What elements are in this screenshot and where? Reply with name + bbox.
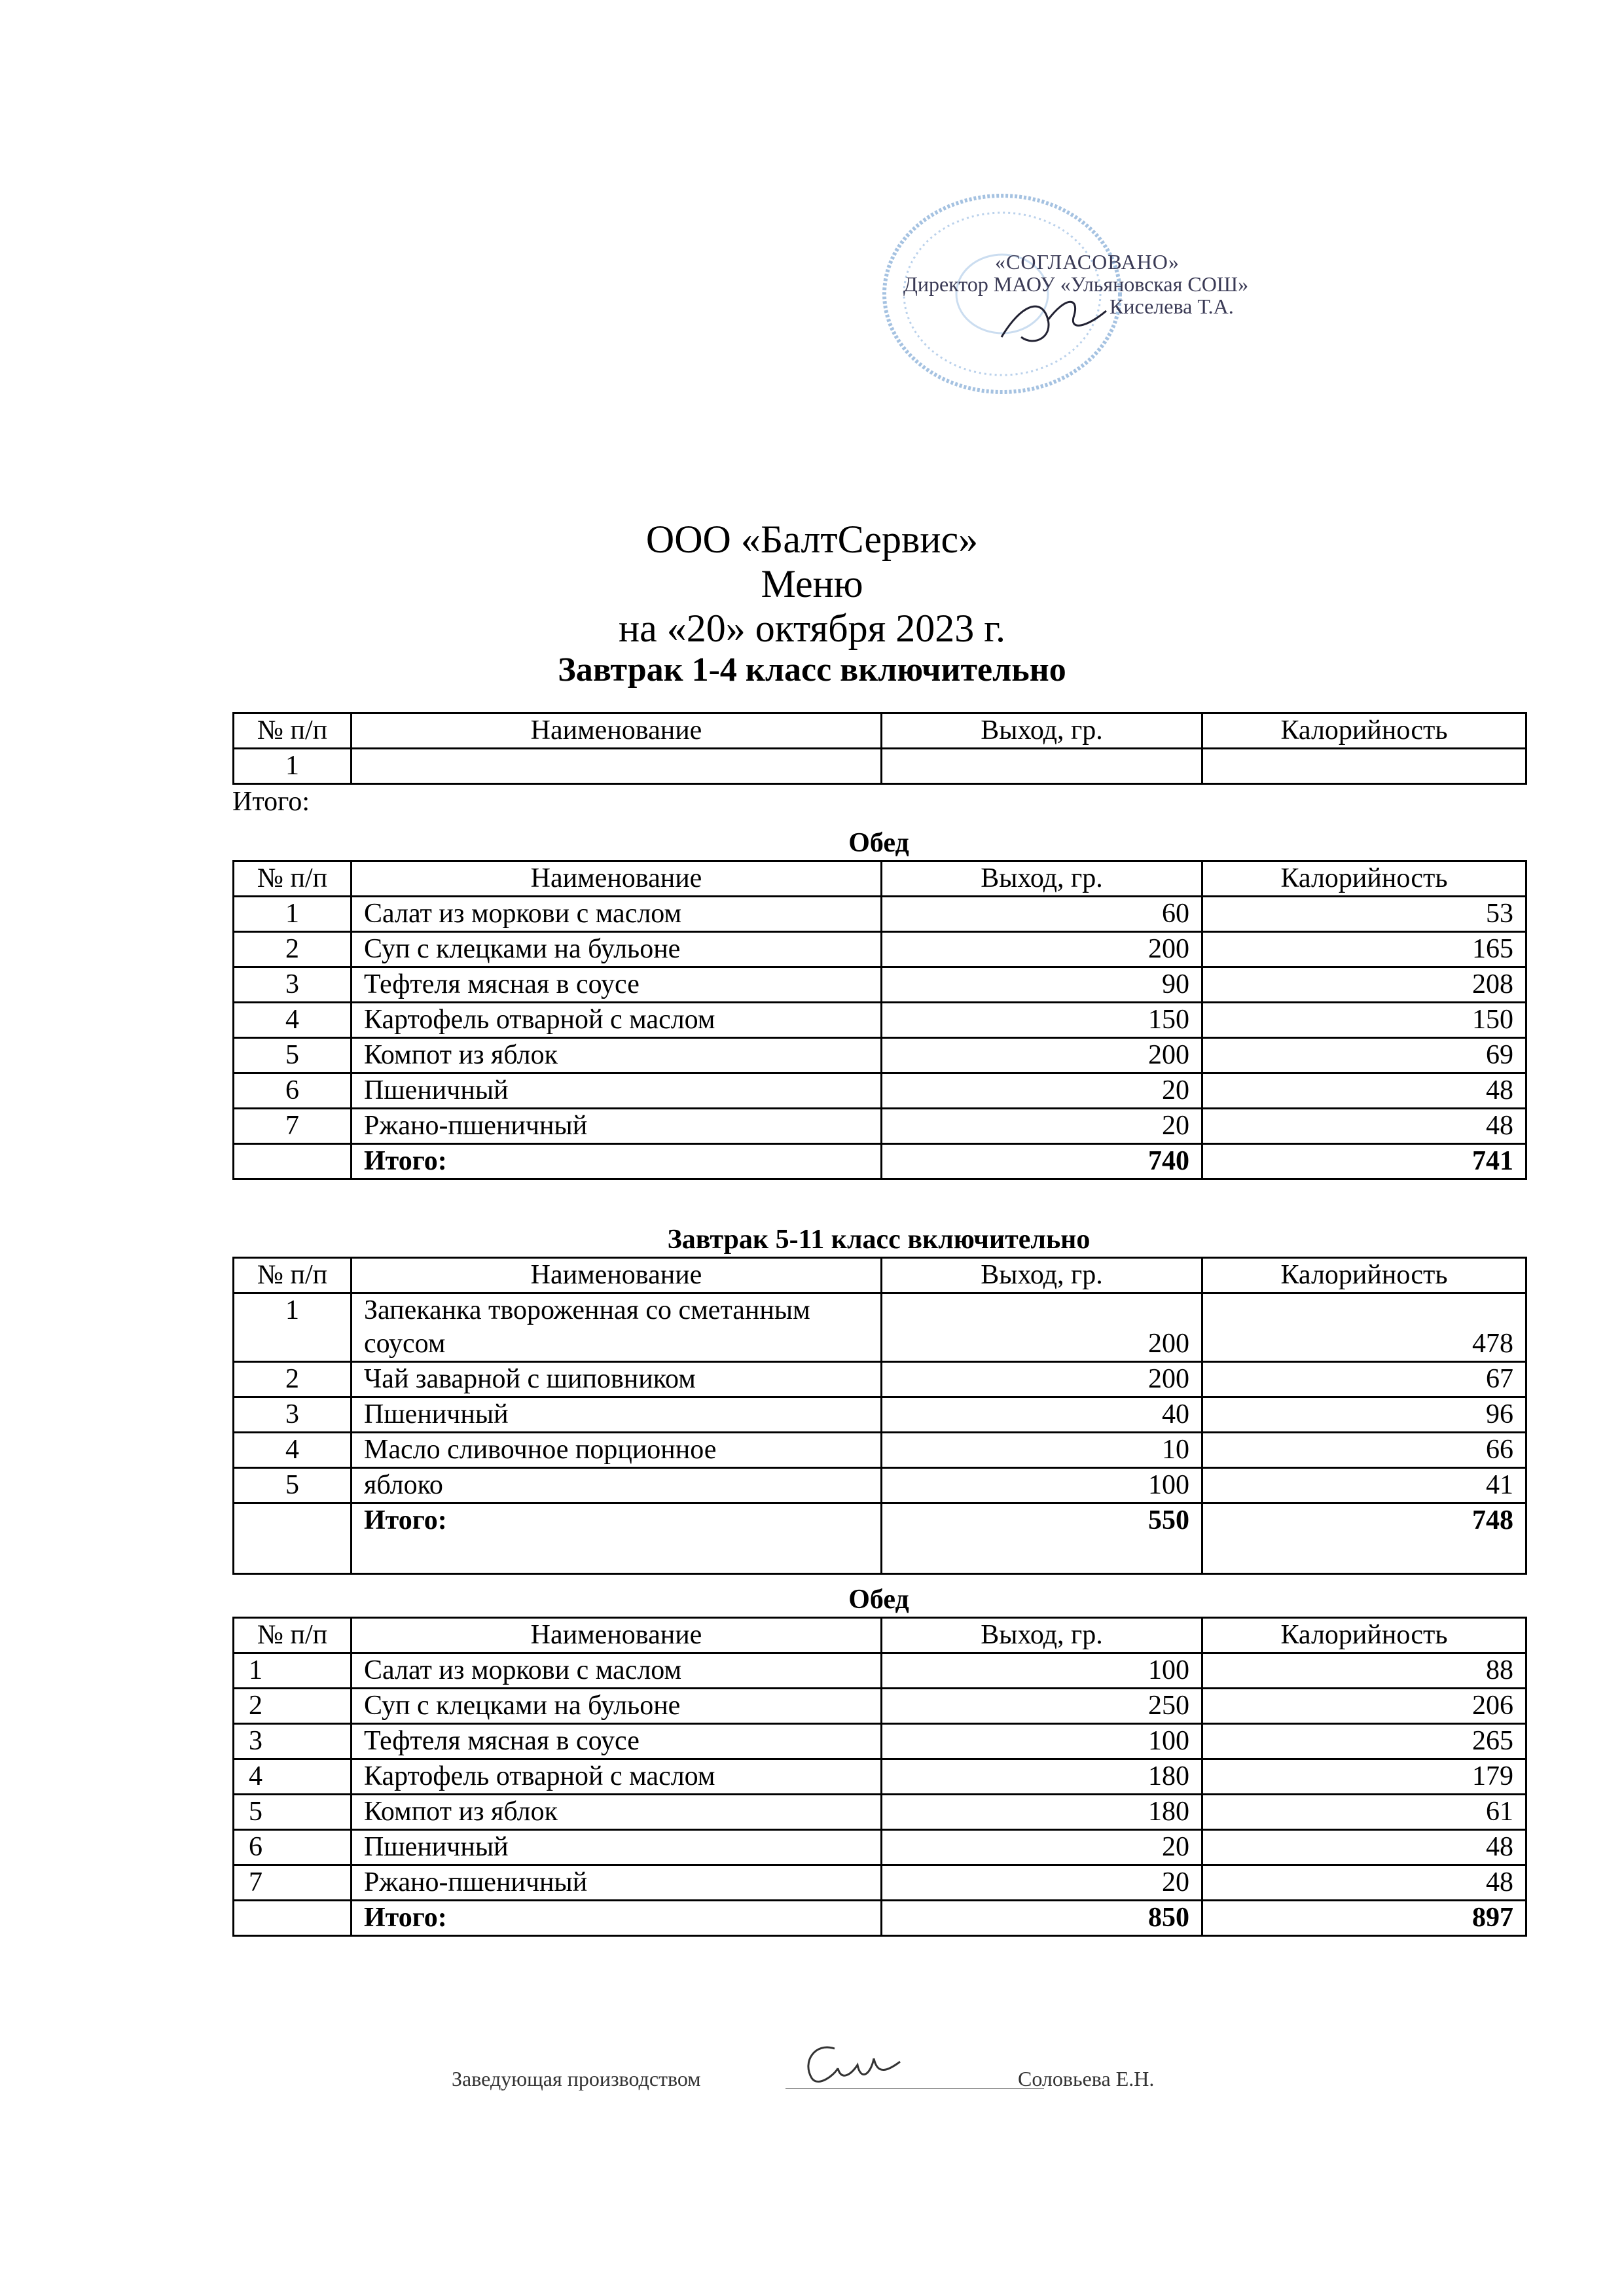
breakfast-1-4-block (232, 712, 1525, 819)
cell-calories: 61 (1202, 1795, 1526, 1830)
cell-number: 7 (234, 1109, 352, 1144)
cell-weight: 150 (882, 1003, 1202, 1038)
table-header-row (234, 1618, 1526, 1653)
cell-calories: 478 (1202, 1293, 1526, 1362)
col-header-name: Наименование (352, 861, 882, 897)
cell-weight: 10 (882, 1433, 1202, 1468)
cell-number: 2 (234, 932, 352, 967)
cell-calories: 88 (1202, 1653, 1526, 1689)
cell-weight: 200 (882, 1038, 1202, 1073)
cell-weight: 20 (882, 1073, 1202, 1109)
col-header-weight: Выход, гр. (882, 1258, 1202, 1293)
section-title-breakfast-5-11: Завтрак 5-11 класс включительно (667, 1225, 1091, 1255)
cell-number: 1 (234, 897, 352, 932)
col-header-weight: Выход, гр. (882, 1618, 1202, 1653)
table-row (234, 1293, 1526, 1362)
cell-name: Пшеничный (352, 1397, 882, 1433)
cell-weight: 100 (882, 1724, 1202, 1759)
table-row (234, 1433, 1526, 1468)
cell-number: 6 (234, 1073, 352, 1109)
cell-number: 7 (234, 1865, 352, 1901)
breakfast-5-11-table (232, 1257, 1527, 1575)
col-header-number: № п/п (234, 1618, 352, 1653)
menu-date: на «20» октября 2023 г. (618, 607, 1006, 650)
table-row (234, 1038, 1526, 1073)
cell-calories: 165 (1202, 932, 1526, 967)
cell-number: 4 (234, 1433, 352, 1468)
table-row (234, 1830, 1526, 1865)
cell-name: яблоко (352, 1468, 882, 1503)
cell-weight: 90 (882, 967, 1202, 1003)
cell-name: Масло сливочное порционное (352, 1433, 882, 1468)
cell-name: Картофель отварной с маслом (352, 1759, 882, 1795)
total-label: Итого: (352, 1503, 882, 1574)
total-label: Итого: (352, 1144, 882, 1179)
signature-icon (995, 291, 1113, 350)
cell-calories: 206 (1202, 1689, 1526, 1724)
cell-weight: 20 (882, 1865, 1202, 1901)
approval-title: «СОГЛАСОВАНО» (995, 250, 1180, 274)
cell-calories: 66 (1202, 1433, 1526, 1468)
table-row (234, 897, 1526, 932)
cell-name: Тефтеля мясная в соусе (352, 967, 882, 1003)
cell-weight: 180 (882, 1759, 1202, 1795)
total-label: Итого: (352, 1901, 882, 1936)
cell-name: Суп с клецками на бульоне (352, 1689, 882, 1724)
cell-name: Картофель отварной с маслом (352, 1003, 882, 1038)
lunch-5-11-table (232, 1617, 1527, 1937)
breakfast-1-4-table (232, 712, 1527, 785)
cell-name: Пшеничный (352, 1073, 882, 1109)
table-row (234, 749, 1526, 784)
approval-position: Директор МАОУ «Ульяновская СОШ» (903, 272, 1249, 296)
cell-weight: 200 (882, 1362, 1202, 1397)
cell-name (352, 749, 882, 784)
col-header-calories: Калорийность (1202, 1618, 1526, 1653)
cell-number: 5 (234, 1795, 352, 1830)
col-header-name: Наименование (352, 1258, 882, 1293)
section-title-lunch-1-4: Обед (848, 828, 909, 858)
cell-number: 2 (234, 1362, 352, 1397)
cell-number: 2 (234, 1689, 352, 1724)
cell-name: Салат из моркови с маслом (352, 1653, 882, 1689)
table-row (234, 1109, 1526, 1144)
signer-name: Соловьева Е.Н. (1018, 2067, 1155, 2090)
cell-number: 3 (234, 1397, 352, 1433)
table-row (234, 1689, 1526, 1724)
table-row (234, 967, 1526, 1003)
cell-weight: 40 (882, 1397, 1202, 1433)
lunch-1-4-block (232, 826, 1525, 1180)
cell-weight: 250 (882, 1689, 1202, 1724)
cell-weight: 20 (882, 1830, 1202, 1865)
total-weight: 740 (882, 1144, 1202, 1179)
signature-icon (795, 2036, 907, 2094)
cell-name: Ржано-пшеничный (352, 1865, 882, 1901)
company-name: ООО «БалтСервис» (645, 518, 979, 561)
col-header-calories: Калорийность (1202, 861, 1526, 897)
cell-calories: 179 (1202, 1759, 1526, 1795)
cell-name: Компот из яблок (352, 1795, 882, 1830)
cell-calories: 48 (1202, 1109, 1526, 1144)
cell-calories: 265 (1202, 1724, 1526, 1759)
breakfast-1-4-total: Итого: (232, 787, 310, 817)
table-total-row (234, 1503, 1526, 1574)
col-header-number: № п/п (234, 1258, 352, 1293)
cell-number: 5 (234, 1038, 352, 1073)
footer-signature (452, 2036, 1237, 2121)
cell-number: 1 (234, 1653, 352, 1689)
col-header-name: Наименование (352, 1618, 882, 1653)
cell-name: Тефтеля мясная в соусе (352, 1724, 882, 1759)
col-header-calories: Калорийность (1202, 713, 1526, 749)
table-header-row (234, 861, 1526, 897)
cell-weight: 100 (882, 1468, 1202, 1503)
table-row (234, 1003, 1526, 1038)
approval-name: Киселева Т.А. (1110, 295, 1234, 318)
table-row (234, 1468, 1526, 1503)
table-header-row (234, 1258, 1526, 1293)
table-header-row (234, 713, 1526, 749)
table-row (234, 1759, 1526, 1795)
cell-name: Салат из моркови с маслом (352, 897, 882, 932)
col-header-weight: Выход, гр. (882, 861, 1202, 897)
document-header (0, 517, 1624, 690)
cell-calories: 41 (1202, 1468, 1526, 1503)
breakfast-5-11-block (232, 1223, 1525, 1575)
table-row (234, 1795, 1526, 1830)
table-row (234, 1073, 1526, 1109)
table-row (234, 1865, 1526, 1901)
col-header-number: № п/п (234, 861, 352, 897)
table-row (234, 1397, 1526, 1433)
cell-number: 4 (234, 1003, 352, 1038)
cell-weight: 60 (882, 897, 1202, 932)
total-calories: 897 (1202, 1901, 1526, 1936)
cell-calories: 53 (1202, 897, 1526, 932)
total-calories: 741 (1202, 1144, 1526, 1179)
total-weight: 550 (882, 1503, 1202, 1574)
cell-weight: 200 (882, 1293, 1202, 1362)
table-row (234, 1724, 1526, 1759)
cell-name: Запеканка твороженная со сметанным соусом (352, 1293, 882, 1362)
table-row (234, 1653, 1526, 1689)
col-header-number: № п/п (234, 713, 352, 749)
approval-stamp (864, 180, 1401, 403)
cell-number: 1 (234, 749, 352, 784)
cell-number: 3 (234, 967, 352, 1003)
document-title: Меню (761, 562, 863, 605)
cell-weight: 180 (882, 1795, 1202, 1830)
table-total-row (234, 1901, 1526, 1936)
cell-number: 4 (234, 1759, 352, 1795)
cell-calories: 48 (1202, 1073, 1526, 1109)
table-total-row (234, 1144, 1526, 1179)
total-calories: 748 (1202, 1503, 1526, 1574)
cell-number: 5 (234, 1468, 352, 1503)
table-row (234, 1362, 1526, 1397)
cell-weight: 100 (882, 1653, 1202, 1689)
cell-calories: 69 (1202, 1038, 1526, 1073)
cell-number: 1 (234, 1293, 352, 1362)
lunch-1-4-table (232, 860, 1527, 1180)
cell-calories (1202, 749, 1526, 784)
cell-calories: 48 (1202, 1830, 1526, 1865)
cell-name: Компот из яблок (352, 1038, 882, 1073)
cell-calories: 48 (1202, 1865, 1526, 1901)
lunch-5-11-block (232, 1583, 1525, 1937)
total-weight: 850 (882, 1901, 1202, 1936)
cell-name: Чай заварной с шиповником (352, 1362, 882, 1397)
cell-number: 6 (234, 1830, 352, 1865)
cell-number: 3 (234, 1724, 352, 1759)
cell-weight: 20 (882, 1109, 1202, 1144)
col-header-weight: Выход, гр. (882, 713, 1202, 749)
cell-calories: 96 (1202, 1397, 1526, 1433)
section-title-lunch-5-11: Обед (848, 1585, 909, 1615)
cell-calories: 208 (1202, 967, 1526, 1003)
cell-name: Суп с клецками на бульоне (352, 932, 882, 967)
col-header-name: Наименование (352, 713, 882, 749)
cell-calories: 150 (1202, 1003, 1526, 1038)
table-row (234, 932, 1526, 967)
cell-calories: 67 (1202, 1362, 1526, 1397)
cell-name: Пшеничный (352, 1830, 882, 1865)
col-header-calories: Калорийность (1202, 1258, 1526, 1293)
section-title-breakfast-1-4: Завтрак 1-4 класс включительно (558, 651, 1066, 689)
cell-weight (882, 749, 1202, 784)
signer-role: Заведующая производством (452, 2067, 701, 2090)
cell-weight: 200 (882, 932, 1202, 967)
cell-name: Ржано-пшеничный (352, 1109, 882, 1144)
